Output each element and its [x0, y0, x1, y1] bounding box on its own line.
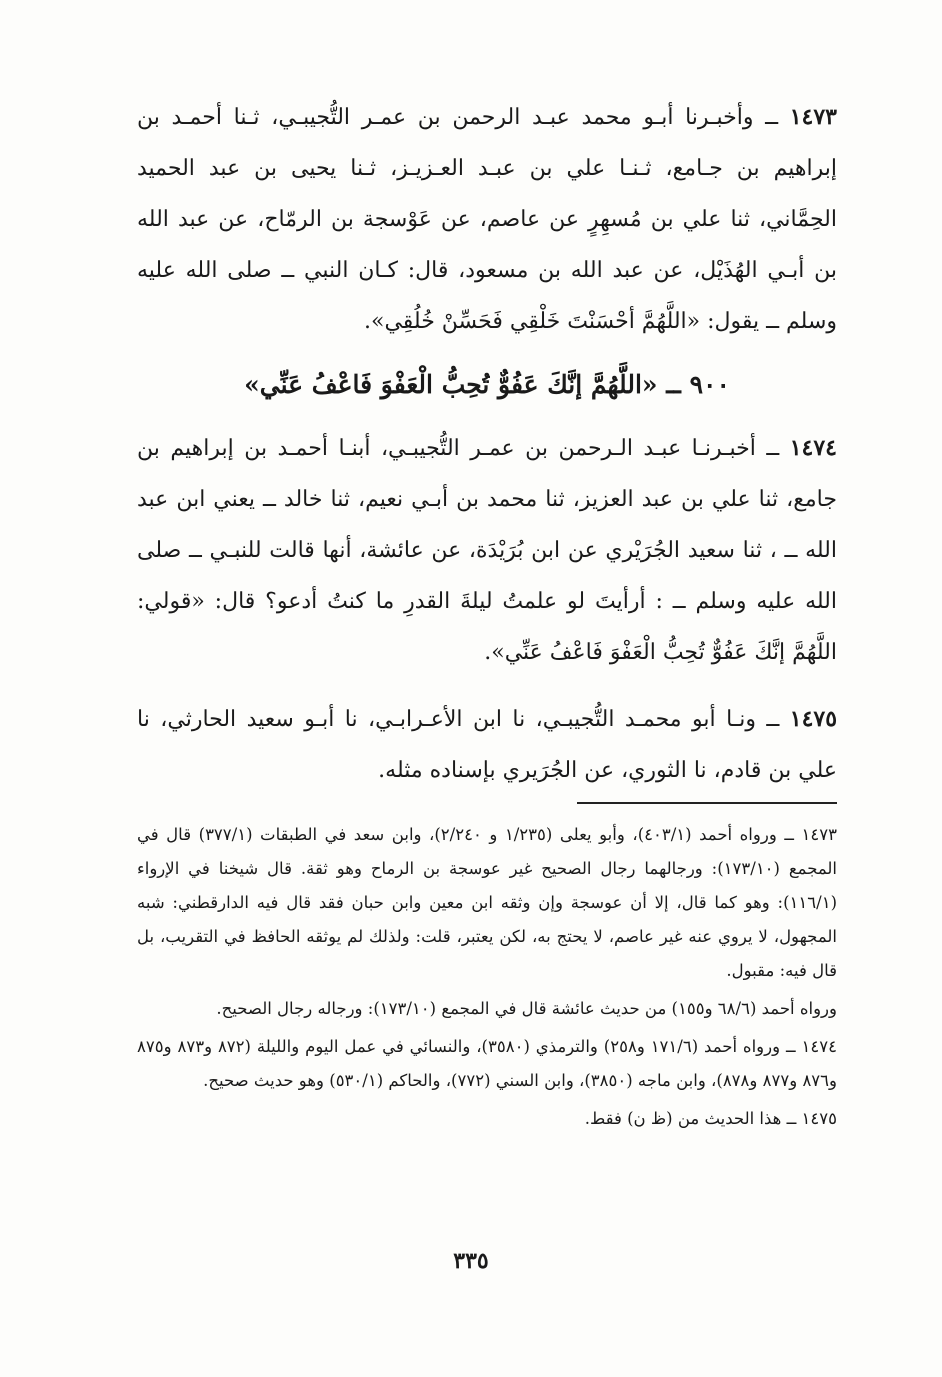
hadith-number: ١٤٧٥ [789, 706, 838, 732]
hadith-text: ــ وأخبـرنا أبـو محمد عبـد الرحمن بن عمـر التُّجيبـي، ثـنا أحمـد بن إبراهيم بن جـامع، ثـنـا علي بن عبـد العـزيـز، ثـنا يحيى بن عبد الحميد الحِمَّاني، ثنا علي بن مُسهِرٍ عن عاصم، عن عَوْسجة بن الرمّاح، عن عبد الله بن أبـي الهُذَيْل، عن عبد الله بن مسعود، قال: كـان النبي ــ صلى الله عليه وسلم ــ يقول: «اللَّهُمَّ أحْسَنْتَ خَلْقِي فَحَسِّنْ خُلُقِي». [137, 105, 837, 334]
page-number: ٣٣٥ [453, 1248, 489, 1274]
hadith-1475 [137, 694, 837, 796]
main-text [137, 92, 837, 796]
footnote-1475: ١٤٧٥ ــ هذا الحديث من (ظ ن) فقط. [584, 1109, 837, 1128]
footnote-separator [577, 802, 837, 804]
footnotes [137, 818, 837, 1136]
footnote-1474: ١٤٧٤ ــ ورواه أحمد (١٧١/٦ و٢٥٨) والترمذي (٣٥٨٠)، والنسائي في عمل اليوم والليلة (٨٧٢ و٨٧٣ و٨٧٥ و٨٧٦ و٨٧٧ و٨٧٨)، وابن ماجه (٣٨٥٠)، وابن السني (٧٧٢)، والحاكم (٥٣٠/١) وهو حديث صحيح. [137, 1037, 837, 1090]
chapter-heading: ٩٠٠ ــ «اللَّهُمَّ إنَّكَ عَفُوٌّ تُحِبُّ الْعَفْوَ فَاعْفُ عَنِّي» [244, 370, 730, 399]
hadith-1473 [137, 92, 837, 347]
hadith-text: ــ ونـا أبو محمـد التُّجيبـي، نا ابن الأعـرابـي، نا أبـو سعيد الحارثي، نا علي بن قادم، نا الثوري، عن الجُرَيري بإسناده مثله. [137, 707, 837, 783]
hadith-number: ١٤٧٣ [789, 104, 837, 130]
hadith-text: ــ أخبـرنـا عبـد الـرحمن بن عمـر التُّجيبـي، أبنـا أحمـد بن إبراهيم بن جامع، ثنا علي بن عبد العزيز، ثنا محمد بن أبـي نعيم، ثنا خالد ــ يعني ابن عبد الله ــ ، ثنا سعيد الجُرَيْري عن ابن بُرَيْدَة، عن عائشة، أنها قالت للنبـي ــ صلى الله عليه وسلم ــ : أرأيتَ لو علمتُ ليلةَ القدرِ ما كنتُ أدعو؟ قال: «قولي: اللَّهُمَّ إنَّكَ عَفُوٌّ تُحِبُّ الْعَفْوَ فَاعْفُ عَنِّي». [137, 436, 837, 665]
hadith-1474 [137, 423, 837, 678]
hadith-number: ١٤٧٤ [789, 435, 837, 461]
footnote-1473-aisha: ورواه أحمد (٦٨/٦ و١٥٥) من حديث عائشة قال في المجمع (١٧٣/١٠): ورجاله رجال الصحيح. [216, 999, 837, 1018]
footnote-1473: ١٤٧٣ ــ ورواه أحمد (٤٠٣/١)، وأبو يعلى (١/٢٣٥ و ٢/٢٤٠)، وابن سعد في الطبقات (٣٧٧/١) قال في المجمع (١٧٣/١٠): ورجالهما رجال الصحيح غير عوسجة بن الرماح وهو ثقة. قال شيخنا في الإرواء (١١٦/١): وهو كما قال، إلا أن عوسجة وإن وثقه ابن معين وابن حبان فقد قال فيه الدارقطني: شبه المجهول، لا يروي عنه غير عاصم، لا يحتج به، لكن يعتبر، قلت: ولذلك لم يوثقه الحافظ في التقريب، بل قال فيه: مقبول. [137, 825, 838, 980]
